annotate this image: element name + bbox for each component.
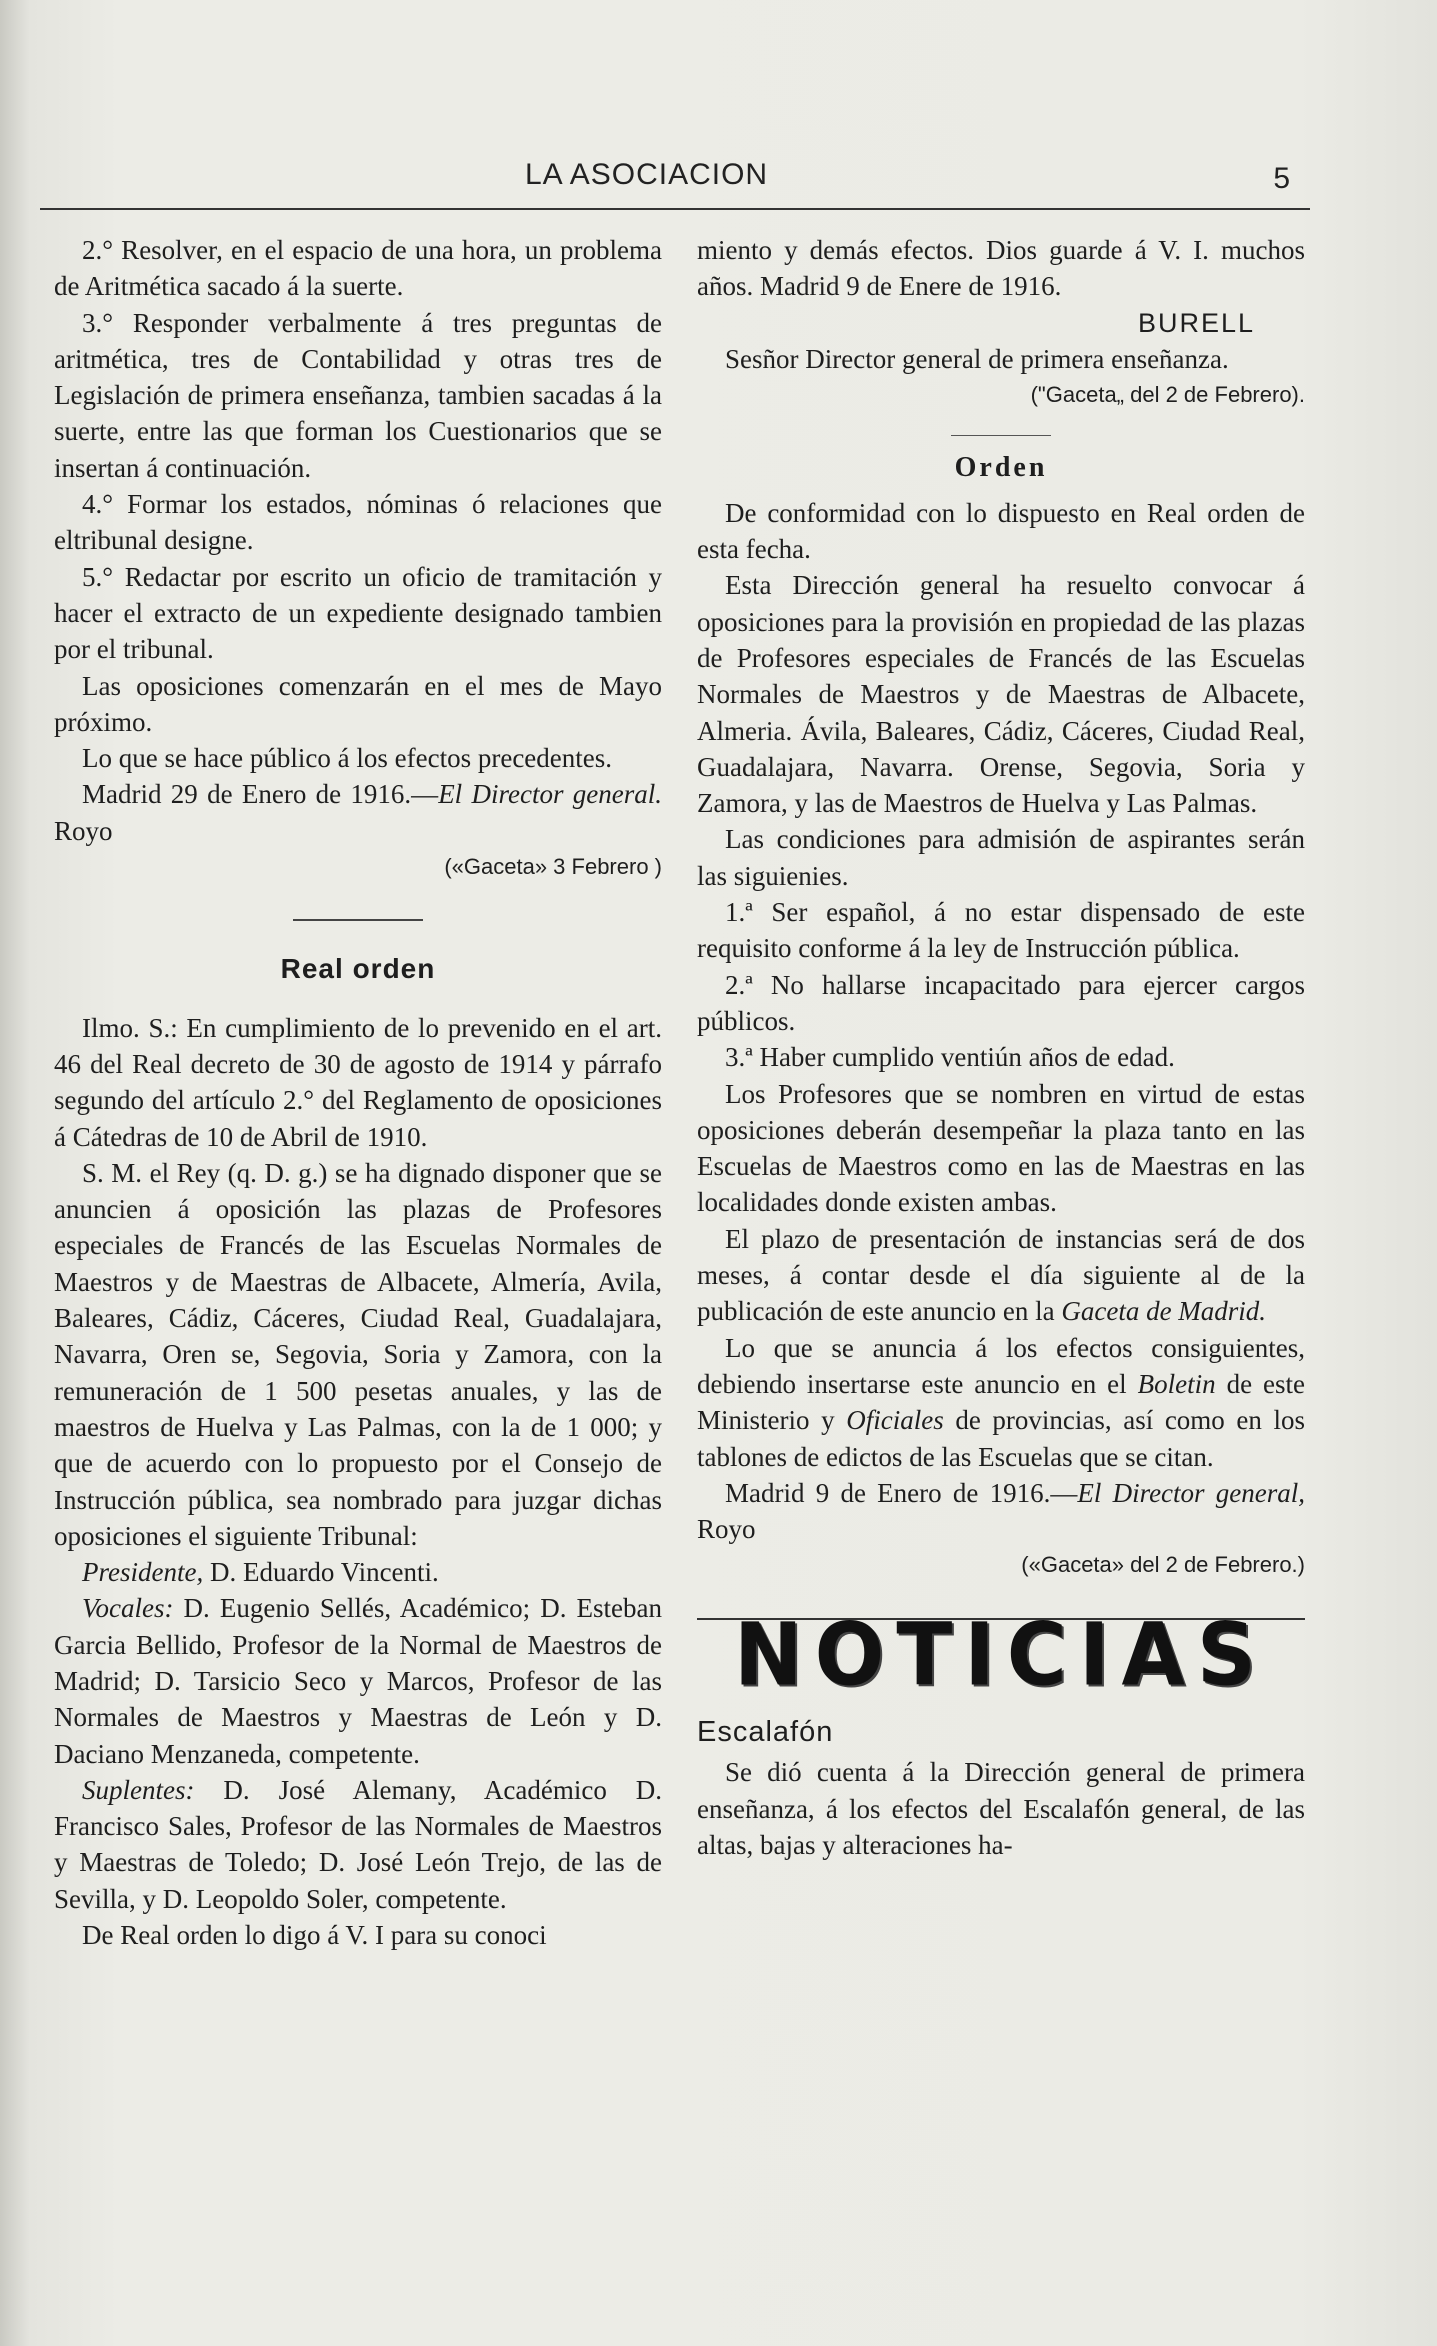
publication-name: Boletin [1137, 1368, 1216, 1399]
role-label: Vocales: [82, 1593, 174, 1624]
paragraph [54, 1772, 662, 1917]
signatory-name: Royo [54, 815, 113, 846]
signatory-title: El Director general. [438, 779, 662, 810]
paragraph [697, 1330, 1305, 1475]
paragraph-text: de este Ministerio y [697, 1368, 1306, 1436]
paragraph: 1.ª Ser español, á no estar dispensado de este requisito conforme á la ley de Instrucción pública. [697, 897, 1305, 964]
paragraph [54, 1590, 662, 1771]
paragraph-text: de provincias, así como en los tablones de edictos de las Escuelas que se citan. [697, 1405, 1306, 1472]
section-heading: Real orden [280, 953, 436, 985]
role-label: Presidente, [82, 1557, 204, 1588]
role-text: D. José Alemany, Académico D. Francisco Sales, Profesor de las Normales de Maestros y Maestras de Toledo; D. José León Trejo, de las de Sevilla, y D. Leopoldo Soler, competente. [54, 1774, 662, 1914]
right-column [697, 232, 1305, 1863]
paragraph: Ilmo. S.: En cumplimiento de lo prevenido en el art. 46 del Real decreto de 30 de agosto de 1914 y párrafo segundo del artículo 2.° del Reglamento de oposiciones á Cátedras de 10 de Abril de 1910. [54, 1012, 662, 1152]
signatory-name: Royo [697, 1514, 756, 1545]
paragraph: Se dió cuenta á la Dirección general de primera enseñanza, á los efectos del Escalafón general, de las altas, bajas y alteraciones ha- [697, 1757, 1305, 1860]
role-text: D. Eduardo Vincenti. [203, 1557, 439, 1588]
paragraph-text: El plazo de presentación de instancias será de dos meses, á contar desde el día siguiente al de la publicación de este anuncio en la [697, 1223, 1305, 1327]
news-subheading: Escalafón [697, 1715, 834, 1748]
paragraph-text: Lo que se anuncia á los efectos consiguientes, debiendo insertarse este anuncio en el [697, 1332, 1305, 1399]
paragraph: 2.ª No hallarse incapacitado para ejercer cargos públicos. [697, 969, 1305, 1036]
paragraph: De Real orden lo digo á V. I para su conoci [82, 1920, 547, 1951]
paragraph: 3.° Responder verbalmente á tres preguntas de aritmética, tres de Contabilidad y otras tres de Legislación de primera enseñanza, tambien sacadas á la suerte, entre las que forman los Cuestionarios que se insertan á continuación. [54, 307, 662, 483]
source-citation: ("Gaceta„ del 2 de Febrero). [1030, 382, 1305, 408]
dateline-text: Madrid 9 de Enero de 1916.— [725, 1477, 1078, 1508]
dateline-text: Madrid 29 de Enero de 1916.— [82, 779, 439, 810]
section-divider [293, 919, 423, 921]
paragraph: Lo que se hace público á los efectos precedentes. [82, 743, 613, 774]
left-column [54, 232, 662, 1953]
paragraph: 4.° Formar los estados, nóminas ó relaciones que eltribunal designe. [54, 489, 662, 556]
dateline [54, 776, 662, 849]
noticias-banner [697, 1605, 1305, 1706]
page-number: 5 [1273, 162, 1290, 195]
paragraph: Los Profesores que se nombren en virtud de estas oposiciones deberán desempeñar la plaza tanto en las Escuelas de Maestros como en las de Maestras en las localidades donde existen ambas. [697, 1078, 1305, 1218]
paragraph: 5.° Redactar por escrito un oficio de tramitación y hacer el extracto de un expediente designado tambien por el tribunal. [54, 561, 662, 665]
source-citation: («Gaceta» 3 Febrero ) [444, 854, 662, 880]
paragraph: Las condiciones para admisión de aspirantes serán las siguienies. [697, 824, 1305, 891]
publication-title: LA ASOCIACION [525, 158, 769, 191]
paragraph: Esta Dirección general ha resuelto convocar á oposiciones para la provisión en propiedad de las plazas de Profesores especiales de Francés de las Escuelas Normales de Maestros y de Maestras de Albacete, Almeria. Ávila, Baleares, Cádiz, Cáceres, Ciudad Real, Guadalajara, Navarra. Orense, Segovia, Soria y Zamora, y las de Maestros de Huelva y Las Palmas. [697, 570, 1305, 819]
paragraph: De conformidad con lo dispuesto en Real orden de esta fecha. [697, 497, 1305, 565]
paragraph [697, 1221, 1305, 1330]
paragraph: 2.° Resolver, en el espacio de una hora, un problema de Aritmética sacado á la suerte. [54, 235, 662, 302]
paragraph: miento y demás efectos. Dios guarde á V. I. muchos años. Madrid 9 de Enere de 1916. [697, 235, 1305, 302]
role-label: Suplentes: [82, 1774, 195, 1805]
publication-name: Gaceta de Madrid. [1061, 1296, 1267, 1327]
signature: BURELL [1137, 307, 1255, 338]
paragraph [54, 1554, 662, 1590]
signatory-title: El Director general, [1077, 1477, 1306, 1508]
paragraph: Sesñor Director general de primera enseñanza. [725, 343, 1229, 374]
paragraph: 3.ª Haber cumplido ventiún años de edad. [725, 1042, 1175, 1073]
publication-name: Oficiales [846, 1405, 944, 1436]
role-text: D. Eugenio Sellés, Académico; D. Esteban Garcia Bellido, Profesor de la Normal de Maestros de Madrid; D. Tarsicio Seco y Marcos, Profesor de las Normales de Maestros y Maestras de León y D. Daciano Menzaneda, competente. [54, 1593, 662, 1769]
section-heading: Orden [954, 452, 1048, 484]
source-citation: («Gaceta» del 2 de Febrero.) [1021, 1552, 1305, 1578]
paragraph: Las oposiciones comenzarán en el mes de Mayo próximo. [54, 670, 662, 737]
section-divider [951, 435, 1051, 436]
page-header [40, 158, 1310, 210]
banner-text: NOTICIAS [734, 1605, 1268, 1706]
paragraph: S. M. el Rey (q. D. g.) se ha dignado disponer que se anuncien á oposición las plazas de Profesores especiales de Francés de las Escuelas Normales de Maestros y de Maestras de Albacete, Almería, Avila, Baleares, Cádiz, Cáceres, Ciudad Real, Guadalajara, Navarra, Oren se, Segovia, Soria y Zamora, con la remuneración de 1 500 pesetas anuales, y las de maestros de Huelva y Las Palmas, con la de 1 000; y que de acuerdo con lo propuesto por el Consejo de Instrucción pública, sea nombrado para juzgar dichas oposiciones el siguiente Tribunal: [54, 1157, 662, 1551]
dateline [697, 1475, 1305, 1548]
